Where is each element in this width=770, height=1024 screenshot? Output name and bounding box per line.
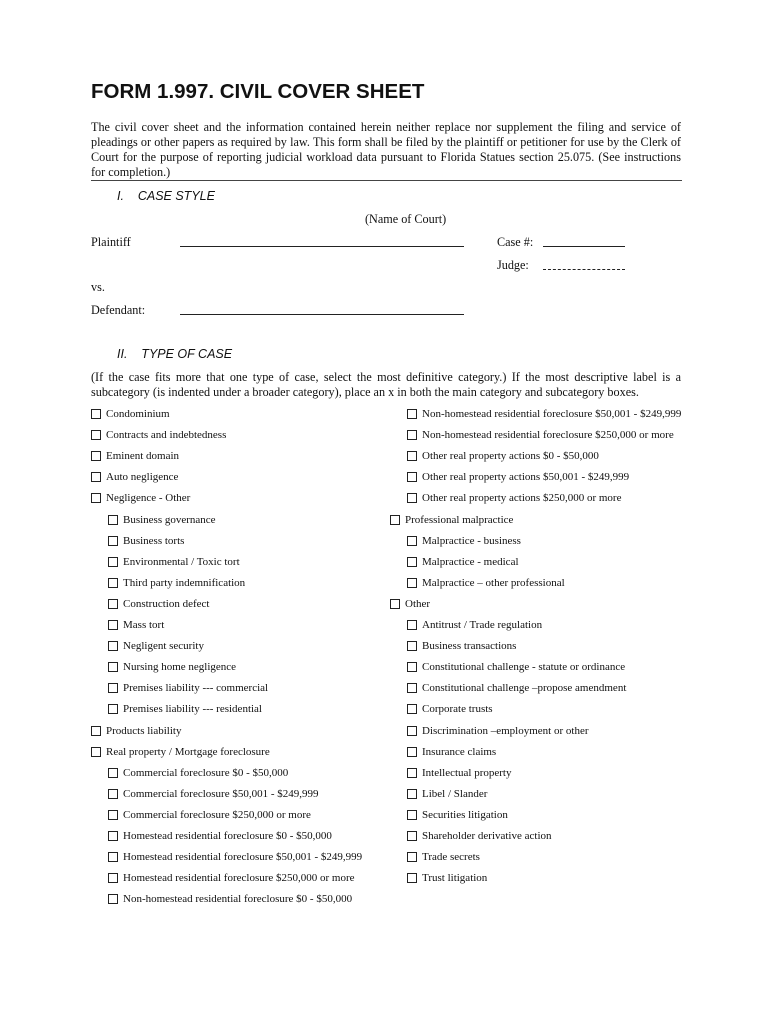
- court-name-label: (Name of Court): [365, 212, 447, 226]
- case-type-checkbox[interactable]: [91, 747, 101, 757]
- case-type-checkbox[interactable]: [108, 662, 118, 672]
- case-type-label: Commercial foreclosure $250,000 or more: [123, 808, 311, 821]
- case-type-option[interactable]: [91, 725, 181, 737]
- case-type-checkbox[interactable]: [108, 894, 118, 904]
- case-type-checkbox[interactable]: [91, 451, 101, 461]
- case-type-option[interactable]: [407, 809, 508, 821]
- case-style-heading: I. CASE STYLE: [117, 189, 215, 203]
- section-divider: [91, 180, 682, 181]
- case-type-checkbox[interactable]: [108, 831, 118, 841]
- case-type-checkbox[interactable]: [108, 620, 118, 630]
- case-type-label: Shareholder derivative action: [422, 830, 552, 842]
- case-type-label: Trust litigation: [422, 872, 488, 885]
- case-type-option[interactable]: [407, 661, 625, 673]
- case-type-option[interactable]: [108, 703, 262, 715]
- case-type-label: Environmental / Toxic tort: [123, 555, 240, 568]
- case-type-label: Products liability: [106, 724, 182, 737]
- case-type-option[interactable]: [108, 767, 288, 779]
- vs-label: vs.: [91, 280, 105, 294]
- case-type-checkbox[interactable]: [407, 536, 417, 546]
- case-type-label: Corporate trusts: [422, 703, 493, 716]
- case-type-label: Malpractice - business: [422, 534, 521, 547]
- case-type-checkbox[interactable]: [407, 620, 417, 630]
- case-type-checkbox[interactable]: [407, 557, 417, 567]
- case-type-option[interactable]: [91, 746, 270, 758]
- case-type-label: Malpractice - medical: [422, 555, 519, 568]
- case-type-checkbox[interactable]: [407, 472, 417, 482]
- case-type-label: Constitutional challenge - statute or ordinance: [422, 661, 626, 674]
- defendant-name-field[interactable]: [180, 314, 464, 315]
- case-type-checkbox[interactable]: [108, 683, 118, 693]
- case-type-checkbox[interactable]: [407, 451, 417, 461]
- case-type-label: Business torts: [123, 534, 185, 547]
- case-type-option[interactable]: [407, 851, 480, 863]
- case-type-label: Discrimination –employment or other: [422, 724, 589, 737]
- case-type-checkbox[interactable]: [108, 768, 118, 778]
- case-type-option[interactable]: [91, 408, 170, 420]
- case-type-label: Non-homestead residential foreclosure $250,000 or more: [422, 429, 674, 442]
- case-type-option[interactable]: [407, 429, 674, 441]
- case-type-label: Third party indemnification: [123, 576, 246, 589]
- case-type-option[interactable]: [108, 598, 209, 610]
- case-type-option[interactable]: [407, 492, 621, 504]
- case-type-checkbox[interactable]: [108, 557, 118, 567]
- case-type-option[interactable]: [407, 746, 496, 758]
- case-type-label: Premises liability --- commercial: [123, 682, 269, 695]
- case-type-label: Premises liability --- residential: [123, 703, 262, 716]
- case-type-label: Trade secrets: [422, 851, 480, 864]
- case-type-checkbox[interactable]: [108, 578, 118, 588]
- case-type-option[interactable]: [407, 767, 512, 779]
- type-of-case-instructions: (If the case fits more that one type of case, select the most definitive category.) If the most descriptive label is a subcategory (is indented under a broader category), place an x in both the main category and subcategory boxes.: [91, 370, 681, 399]
- case-type-option[interactable]: [407, 450, 599, 462]
- case-type-label: Homestead residential foreclosure $50,001 - $249,999: [123, 851, 363, 864]
- case-type-checkbox[interactable]: [108, 873, 118, 883]
- case-type-option[interactable]: [108, 640, 204, 652]
- case-type-option[interactable]: [407, 556, 519, 568]
- case-type-option[interactable]: [108, 830, 332, 842]
- case-type-checkbox[interactable]: [407, 662, 417, 672]
- case-type-label: Securities litigation: [422, 808, 508, 821]
- plaintiff-name-field[interactable]: [180, 246, 464, 247]
- case-type-option[interactable]: [108, 872, 355, 884]
- case-type-option[interactable]: [390, 598, 430, 610]
- case-type-option[interactable]: [108, 661, 236, 673]
- case-type-option[interactable]: [108, 788, 319, 800]
- case-type-checkbox[interactable]: [407, 831, 417, 841]
- case-type-option[interactable]: [407, 471, 629, 483]
- case-type-checkbox[interactable]: [108, 536, 118, 546]
- case-type-label: Commercial foreclosure $0 - $50,000: [123, 766, 289, 779]
- case-type-option[interactable]: [91, 450, 179, 462]
- case-type-label: Business transactions: [422, 640, 517, 653]
- case-type-option[interactable]: [108, 577, 245, 589]
- case-type-checkbox[interactable]: [407, 726, 417, 736]
- case-type-label: Nursing home negligence: [123, 661, 237, 674]
- case-type-option[interactable]: [91, 471, 178, 483]
- case-type-option[interactable]: [407, 830, 552, 842]
- case-type-option[interactable]: [407, 535, 521, 547]
- case-type-option[interactable]: [108, 809, 311, 821]
- case-type-label: Homestead residential foreclosure $0 - $50,000: [123, 830, 332, 842]
- case-type-option[interactable]: [91, 492, 190, 504]
- case-type-label: Professional malpractice: [405, 513, 514, 526]
- plaintiff-label: Plaintiff: [91, 235, 131, 249]
- judge-label: Judge:: [497, 258, 529, 272]
- case-type-label: Libel / Slander: [422, 787, 488, 800]
- case-type-option[interactable]: [407, 408, 681, 420]
- case-type-checkbox[interactable]: [108, 515, 118, 525]
- case-type-checkbox[interactable]: [407, 789, 417, 799]
- case-type-label: Antitrust / Trade regulation: [422, 619, 543, 631]
- case-type-label: Construction defect: [123, 597, 210, 610]
- case-type-label: Intellectual property: [422, 766, 512, 779]
- case-type-option[interactable]: [108, 893, 352, 905]
- case-type-checkbox[interactable]: [108, 599, 118, 609]
- case-type-label: Real property / Mortgage foreclosure: [106, 745, 270, 758]
- case-type-label: Commercial foreclosure $50,001 - $249,999: [123, 787, 319, 800]
- case-number-field[interactable]: [543, 246, 625, 247]
- case-type-label: Auto negligence: [106, 471, 179, 484]
- case-type-option[interactable]: [407, 703, 493, 715]
- case-type-option[interactable]: [108, 619, 164, 631]
- case-type-label: Condominium: [106, 408, 170, 420]
- case-type-label: Malpractice – other professional: [422, 576, 565, 589]
- case-type-checkbox[interactable]: [390, 515, 400, 525]
- case-type-label: Non-homestead residential foreclosure $50,001 - $249,999: [422, 408, 682, 420]
- case-type-option[interactable]: [91, 429, 226, 441]
- case-type-label: Negligence - Other: [106, 492, 191, 505]
- case-type-checkbox[interactable]: [407, 768, 417, 778]
- case-type-option[interactable]: [108, 556, 240, 568]
- case-type-checkbox[interactable]: [407, 641, 417, 651]
- case-type-label: Eminent domain: [106, 450, 180, 463]
- case-type-label: Business governance: [123, 513, 216, 526]
- case-type-option[interactable]: [407, 640, 516, 652]
- case-type-option[interactable]: [407, 872, 487, 884]
- case-type-option[interactable]: [407, 788, 487, 800]
- intro-paragraph: The civil cover sheet and the information contained herein neither replace nor supplement the filing and service of pleadings or other papers as required by law. This form shall be filed by the plaintiff or petitioner for use by the Clerk of Court for the purpose of reporting judicial workload data pursuant to Florida Statues section 25.075. (See instructions for completion.): [91, 120, 681, 179]
- case-type-option[interactable]: [108, 682, 268, 694]
- case-type-checkbox[interactable]: [91, 430, 101, 440]
- case-type-option[interactable]: [407, 682, 626, 694]
- case-type-checkbox[interactable]: [91, 493, 101, 503]
- case-type-checkbox[interactable]: [407, 430, 417, 440]
- case-type-checkbox[interactable]: [407, 409, 417, 419]
- case-type-option[interactable]: [390, 514, 513, 526]
- case-type-checkbox[interactable]: [108, 704, 118, 714]
- form-title: FORM 1.997. CIVIL COVER SHEET: [91, 80, 425, 103]
- case-type-label: Other real property actions $250,000 or more: [422, 492, 622, 505]
- case-type-label: Other real property actions $0 - $50,000: [422, 450, 599, 463]
- case-type-option[interactable]: [407, 725, 589, 737]
- judge-field[interactable]: [543, 269, 625, 270]
- case-type-checkbox[interactable]: [407, 683, 417, 693]
- case-type-label: Non-homestead residential foreclosure $0 - $50,000: [123, 893, 353, 906]
- case-type-checkbox[interactable]: [108, 852, 118, 862]
- case-type-label: Contracts and indebtedness: [106, 429, 227, 442]
- case-type-label: Homestead residential foreclosure $250,000 or more: [123, 872, 355, 885]
- case-type-checkbox[interactable]: [407, 578, 417, 588]
- case-type-label: Insurance claims: [422, 745, 497, 758]
- case-type-checkbox[interactable]: [407, 810, 417, 820]
- case-type-checkbox[interactable]: [407, 873, 417, 883]
- case-type-option[interactable]: [108, 514, 216, 526]
- case-type-checkbox[interactable]: [407, 747, 417, 757]
- case-number-label: Case #:: [497, 235, 534, 249]
- case-type-option[interactable]: [407, 577, 565, 589]
- case-type-label: Negligent security: [123, 640, 204, 653]
- case-type-option[interactable]: [108, 851, 362, 863]
- case-type-label: Constitutional challenge –propose amendment: [422, 682, 627, 695]
- case-type-checkbox[interactable]: [407, 704, 417, 714]
- case-type-option[interactable]: [407, 619, 542, 631]
- case-type-label: Other real property actions $50,001 - $249,999: [422, 471, 630, 484]
- case-type-checkbox[interactable]: [407, 852, 417, 862]
- case-type-label: Mass tort: [123, 619, 165, 631]
- type-of-case-heading: II. TYPE OF CASE: [117, 347, 233, 361]
- case-type-option[interactable]: [108, 535, 184, 547]
- case-type-checkbox[interactable]: [91, 409, 101, 419]
- defendant-label: Defendant:: [91, 303, 146, 317]
- case-type-checkbox[interactable]: [91, 726, 101, 736]
- case-type-checkbox[interactable]: [91, 472, 101, 482]
- case-type-checkbox[interactable]: [108, 789, 118, 799]
- case-type-checkbox[interactable]: [108, 810, 118, 820]
- case-type-label: Other: [405, 597, 431, 610]
- case-type-checkbox[interactable]: [108, 641, 118, 651]
- case-type-checkbox[interactable]: [390, 599, 400, 609]
- case-type-checkbox[interactable]: [407, 493, 417, 503]
